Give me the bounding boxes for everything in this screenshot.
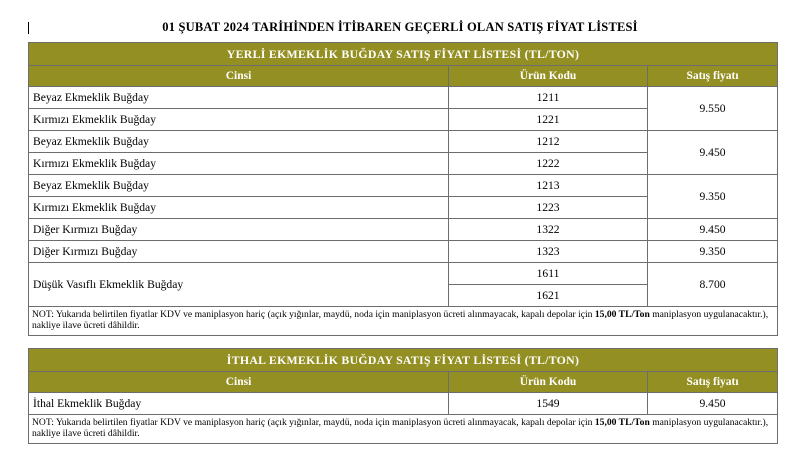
domestic-price-table <box>28 42 778 336</box>
imported-price-table <box>28 348 778 444</box>
footnote-text: NOT: Yukarıda belirtilen fiyatlar KDV ve maniplasyon hariç (açık yığınlar, maydü, noda için maniplasyon ücreti alınmayacak, kapalı depolar için <box>32 417 595 428</box>
product-name: Beyaz Ekmeklik Buğday <box>29 131 449 153</box>
sale-price: 9.450 <box>648 131 778 175</box>
column-header-type: Cinsi <box>29 66 449 87</box>
product-code: 1223 <box>449 197 648 219</box>
product-name: İthal Ekmeklik Buğday <box>29 393 449 415</box>
table-row <box>29 393 778 415</box>
product-code: 1323 <box>449 241 648 263</box>
footnote-fee: 15,00 TL/Ton <box>594 417 650 428</box>
column-header-price: Satış fiyatı <box>648 66 778 87</box>
imported-section-title: İTHAL EKMEKLİK BUĞDAY SATIŞ FİYAT LİSTESİ (TL/TON) <box>29 349 778 372</box>
column-header-code: Ürün Kodu <box>449 372 648 393</box>
product-name: Diğer Kırmızı Buğday <box>29 219 449 241</box>
table-row <box>29 175 778 197</box>
product-name: Beyaz Ekmeklik Buğday <box>29 175 449 197</box>
sale-price: 8.700 <box>648 263 778 307</box>
product-code: 1221 <box>449 109 648 131</box>
product-name: Kırmızı Ekmeklik Buğday <box>29 153 449 175</box>
product-code: 1621 <box>449 285 648 307</box>
domestic-footnote <box>29 307 778 336</box>
table-row <box>29 219 778 241</box>
column-header-code: Ürün Kodu <box>449 66 648 87</box>
sale-price: 9.350 <box>648 241 778 263</box>
sale-price: 9.450 <box>648 219 778 241</box>
sale-price: 9.350 <box>648 175 778 219</box>
table-row <box>29 131 778 153</box>
product-name: Düşük Vasıflı Ekmeklik Buğday <box>29 263 449 307</box>
footnote-text: maniplasyon uygulanacaktır.), nakliye ilave ücreti dâhildir. <box>32 417 769 439</box>
product-code: 1549 <box>449 393 648 415</box>
document-title: 01 ŞUBAT 2024 TARİHİNDEN İTİBAREN GEÇERLİ OLAN SATIŞ FİYAT LİSTESİ <box>162 20 638 34</box>
product-code: 1222 <box>449 153 648 175</box>
column-header-price: Satış fiyatı <box>648 372 778 393</box>
footnote-text: maniplasyon uygulanacaktır.), nakliye ilave ücreti dâhildir. <box>32 309 769 331</box>
column-header-type: Cinsi <box>29 372 449 393</box>
product-code: 1211 <box>449 87 648 109</box>
product-name: Beyaz Ekmeklik Buğday <box>29 87 449 109</box>
table-row <box>29 87 778 109</box>
product-code: 1212 <box>449 131 648 153</box>
domestic-section-title: YERLİ EKMEKLİK BUĞDAY SATIŞ FİYAT LİSTESİ (TL/TON) <box>29 43 778 66</box>
footnote-fee: 15,00 TL/Ton <box>594 309 650 320</box>
table-row <box>29 241 778 263</box>
product-name: Kırmızı Ekmeklik Buğday <box>29 109 449 131</box>
imported-footnote <box>29 415 778 444</box>
product-code: 1322 <box>449 219 648 241</box>
sale-price: 9.550 <box>648 87 778 131</box>
footnote-text: NOT: Yukarıda belirtilen fiyatlar KDV ve maniplasyon hariç (açık yığınlar, maydü, noda için maniplasyon ücreti alınmayacak, kapalı depolar için <box>32 309 595 320</box>
sale-price: 9.450 <box>648 393 778 415</box>
product-code: 1213 <box>449 175 648 197</box>
table-row <box>29 263 778 285</box>
product-name: Kırmızı Ekmeklik Buğday <box>29 197 449 219</box>
product-code: 1611 <box>449 263 648 285</box>
product-name: Diğer Kırmızı Buğday <box>29 241 449 263</box>
